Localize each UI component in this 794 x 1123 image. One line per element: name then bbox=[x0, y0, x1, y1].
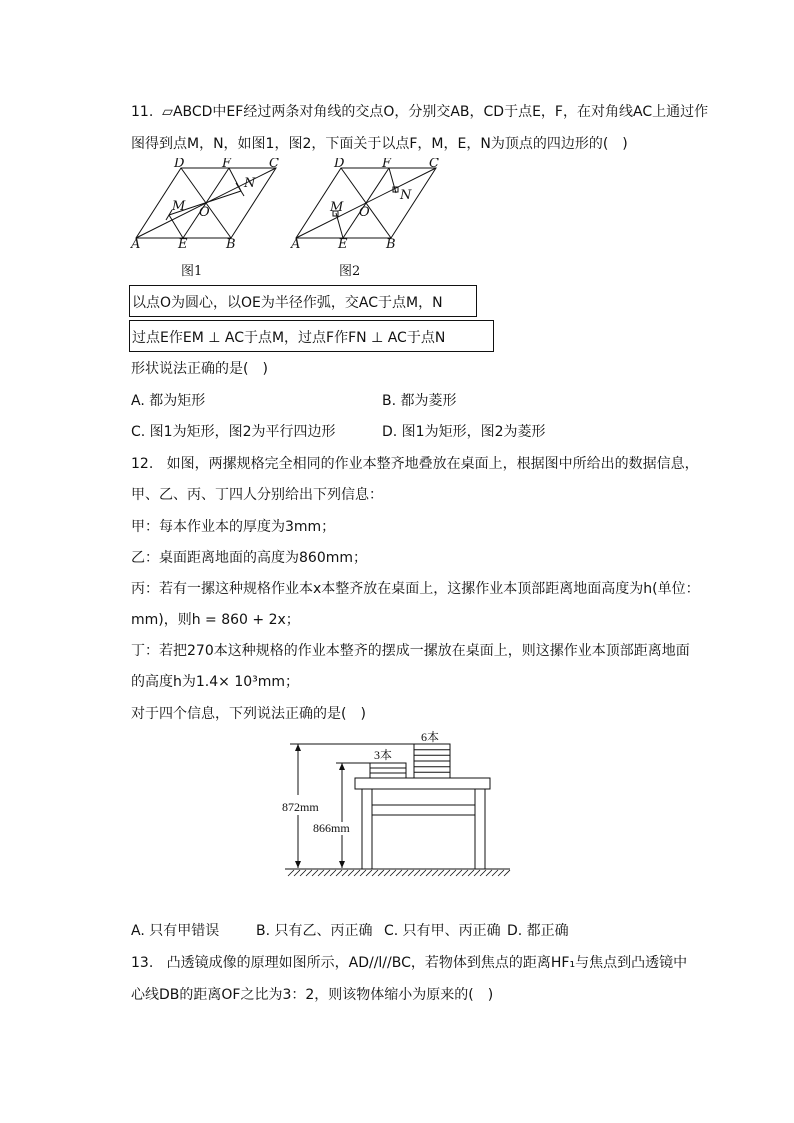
label-O: O bbox=[359, 205, 370, 220]
ground-hatch bbox=[324, 870, 330, 876]
ground-hatch bbox=[492, 870, 498, 876]
label-C: C bbox=[429, 158, 439, 171]
ground-hatch bbox=[300, 870, 306, 876]
ground-hatch bbox=[450, 870, 456, 876]
q11-figure-1 bbox=[126, 158, 286, 248]
ground-hatch bbox=[360, 870, 366, 876]
q11-tail: 形状说法正确的是( ) bbox=[131, 361, 268, 377]
ground-hatch bbox=[414, 870, 420, 876]
q12-statement-yi: 乙：桌面距离地面的高度为860mm； bbox=[131, 550, 367, 566]
ground-hatch bbox=[306, 870, 312, 876]
q13-line1 bbox=[131, 953, 687, 973]
label-F: F bbox=[382, 158, 392, 171]
ground-hatch bbox=[354, 870, 360, 876]
label-D: D bbox=[334, 158, 345, 171]
q12-statement-ding-1: 丁：若把270本这种规格的作业本整齐的摆成一摞放在桌面上，则这摞作业本顶部距离地面 bbox=[131, 643, 690, 659]
label-N: N bbox=[244, 176, 256, 191]
ground-hatch bbox=[384, 870, 390, 876]
stack-label-small: 3本 bbox=[374, 748, 393, 762]
method-1-text: 以点O为圆心，以OE为半径作弧，交AC于点M，N bbox=[132, 295, 443, 311]
ground-hatch bbox=[294, 870, 300, 876]
ground-hatch bbox=[372, 870, 378, 876]
q12-question: 对于四个信息，下列说法正确的是( ) bbox=[131, 706, 366, 722]
label-A: A bbox=[131, 237, 141, 248]
label-B: B bbox=[386, 237, 396, 248]
ground-hatch bbox=[402, 870, 408, 876]
q12-statement-bing-2: mm)，则h = 860 + 2x； bbox=[131, 612, 300, 628]
ground-hatch bbox=[486, 870, 492, 876]
label-N: N bbox=[400, 188, 412, 203]
label-E: E bbox=[178, 237, 188, 248]
q13-stem-1: 凸透镜成像的原理如图所示，AD//l//BC，若物体到焦点的距离HF₁与焦点到凸透镜中 bbox=[166, 955, 688, 971]
label-M: M bbox=[330, 200, 344, 215]
ground-hatch bbox=[474, 870, 480, 876]
ground-hatch bbox=[348, 870, 354, 876]
ground-hatch bbox=[408, 870, 414, 876]
q12-statement-jia: 甲：每本作业本的厚度为3mm； bbox=[131, 519, 336, 535]
ground-hatch bbox=[432, 870, 438, 876]
ground-hatch bbox=[312, 870, 318, 876]
ground-hatch bbox=[366, 870, 372, 876]
q11-option-c[interactable]: C. 图1为矩形，图2为平行四边形 bbox=[131, 424, 336, 440]
ground-hatch bbox=[378, 870, 384, 876]
label-O: O bbox=[199, 205, 210, 220]
q11-stem-1: ▱ABCD中EF经过两条对角线的交点O，分别交AB，CD于点E，F，在对角线AC上通过作 bbox=[162, 104, 709, 120]
ground-hatch bbox=[468, 870, 474, 876]
q12-option-c[interactable]: C. 只有甲、丙正确 bbox=[384, 923, 501, 939]
height-label-866: 866mm bbox=[313, 821, 350, 835]
ground-hatch bbox=[288, 870, 294, 876]
ground-hatch bbox=[444, 870, 450, 876]
ground-hatch bbox=[390, 870, 396, 876]
ground-hatch bbox=[330, 870, 336, 876]
q13-line2: 心线DB的距离OF之比为3：2，则该物体缩小为原来的( ) bbox=[131, 987, 494, 1003]
method-2-text: 过点E作EM ⊥ AC于点M，过点F作FN ⊥ AC于点N bbox=[132, 330, 446, 346]
ground-hatch bbox=[456, 870, 462, 876]
label-B: B bbox=[226, 237, 236, 248]
label-F: F bbox=[222, 158, 232, 171]
ground-hatch bbox=[462, 870, 468, 876]
q12-table-figure bbox=[280, 727, 520, 877]
q12-stem-1: 如图，两摞规格完全相同的作业本整齐地叠放在桌面上，根据图中所给出的数据信息， bbox=[166, 456, 699, 472]
q12-statement-ding-2: 的高度h为1.4× 10³mm； bbox=[131, 674, 300, 690]
ground-hatch bbox=[498, 870, 504, 876]
ground-hatch bbox=[420, 870, 426, 876]
q12-line1 bbox=[131, 454, 699, 474]
q11-figure-2 bbox=[286, 158, 446, 248]
ground-hatch bbox=[318, 870, 324, 876]
ground-hatch bbox=[426, 870, 432, 876]
q11-line1 bbox=[131, 102, 708, 122]
ground-hatch bbox=[336, 870, 342, 876]
q12-option-a[interactable]: A. 只有甲错误 bbox=[131, 923, 220, 939]
stack-label-large: 6本 bbox=[421, 730, 440, 744]
method-box-2 bbox=[129, 320, 494, 352]
ground-hatch bbox=[396, 870, 402, 876]
q11-option-a[interactable]: A. 都为矩形 bbox=[131, 393, 206, 409]
fig1-caption: 图1 bbox=[181, 264, 203, 279]
height-label-872: 872mm bbox=[282, 800, 319, 814]
label-C: C bbox=[269, 158, 279, 171]
q11-option-b[interactable]: B. 都为菱形 bbox=[382, 393, 457, 409]
q12-line2: 甲、乙、丙、丁四人分别给出下列信息： bbox=[131, 487, 383, 503]
question-number: 13. bbox=[131, 955, 154, 971]
label-M: M bbox=[172, 199, 186, 214]
question-number: 11. bbox=[131, 104, 154, 120]
q12-option-d[interactable]: D. 都正确 bbox=[507, 923, 569, 939]
ground-hatch bbox=[504, 870, 510, 876]
q11-option-d[interactable]: D. 图1为矩形，图2为菱形 bbox=[382, 424, 546, 440]
label-A: A bbox=[291, 237, 301, 248]
q11-line2: 图得到点M，N，如图1，图2，下面关于以点F，M，E，N为顶点的四边形的( ) bbox=[131, 136, 628, 152]
ground-hatch bbox=[438, 870, 444, 876]
ground-hatch bbox=[480, 870, 486, 876]
q12-statement-bing-1: 丙：若有一摞这种规格作业本x本整齐放在桌面上，这摞作业本顶部距离地面高度为h(单位： bbox=[131, 581, 700, 597]
ground-hatch bbox=[342, 870, 348, 876]
label-E: E bbox=[338, 237, 348, 248]
method-box-1 bbox=[129, 285, 477, 317]
q12-option-b[interactable]: B. 只有乙、丙正确 bbox=[256, 923, 373, 939]
question-number: 12. bbox=[131, 456, 154, 472]
label-D: D bbox=[174, 158, 185, 171]
fig2-caption: 图2 bbox=[339, 264, 361, 279]
